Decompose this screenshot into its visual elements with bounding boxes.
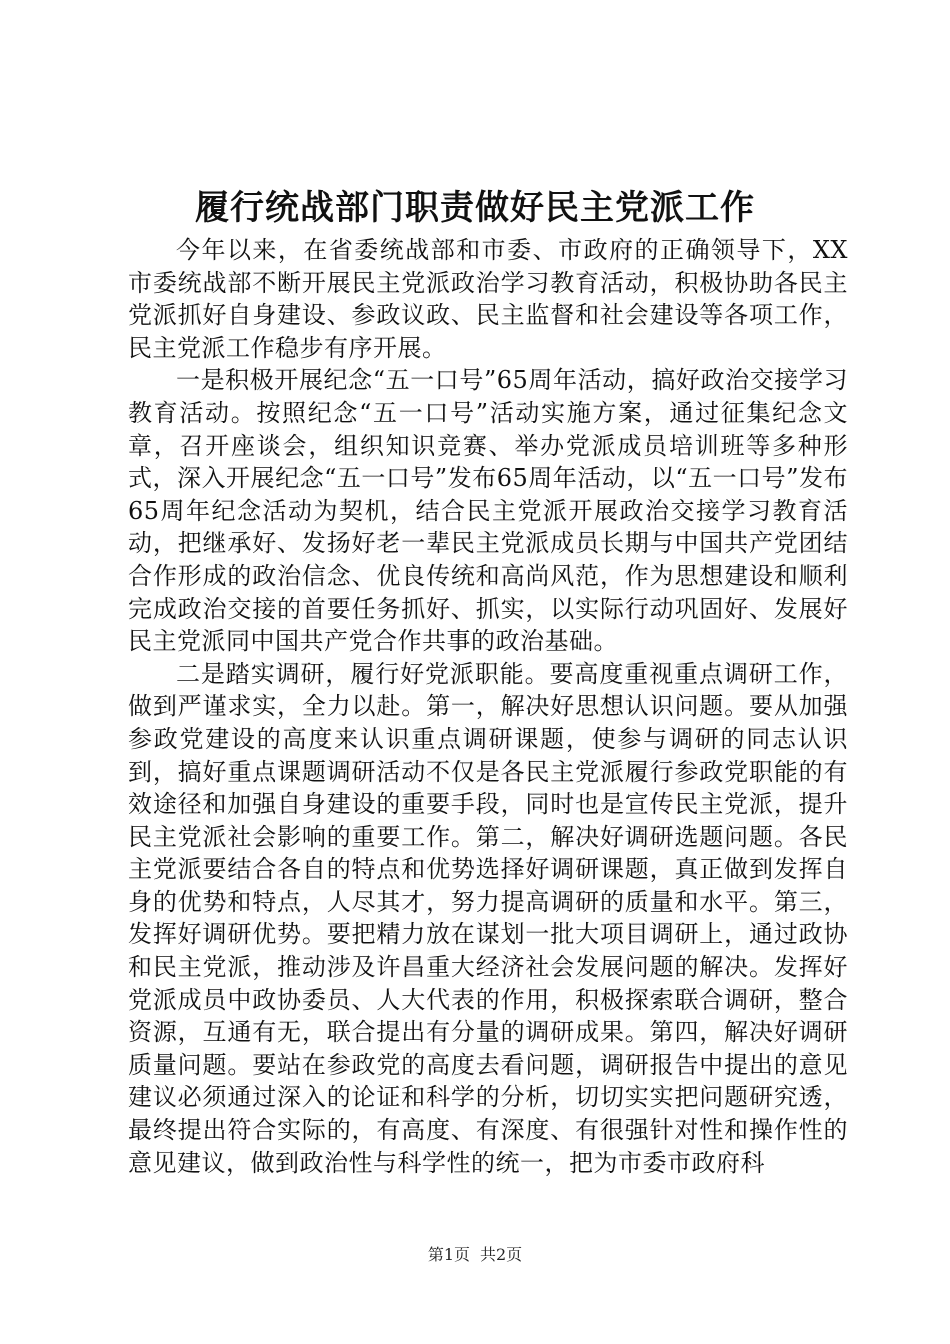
paragraph-point-two: 二是踏实调研，履行好党派职能。要高度重视重点调研工作，做到严谨求实，全力以赴。第一，解决好思想认识问题。要从加强参政党建设的高度来认识重点调研课题，使参与调研的同志认识到，搞好重点课题调研活动不仅是各民主党派履行参政党职能的有效途径和加强自身建设的重要手段，同时也是宣传民主党派，提升民主党派社会影响的重要工作。第二，解决好调研选题问题。各民主党派要结合各自的特点和优势选择好调研课题，真正做到发挥自身的优势和特点，人尽其才，努力提高调研的质量和水平。第三，发挥好调研优势。要把精力放在谋划一批大项目调研上，通过政协和民主党派，推动涉及许昌重大经济社会发展问题的解决。发挥好党派成员中政协委员、人大代表的作用，积极探索联合调研，整合资源，互通有无，联合提出有分量的调研成果。第四，解决好调研质量问题。要站在参政党的高度去看问题，调研报告中提出的意见建议必须通过深入的论证和科学的分析，切切实实把问题研究透，最终提出符合实际的，有高度、有深度、有很强针对性和操作性的意见建议，做到政治性与科学性的统一，把为市委市政府科 [128,659,848,1177]
page-footer [0,1245,950,1265]
page-total: 共2页 [480,1245,523,1264]
document-title: 履行统战部门职责做好民主党派工作 [195,188,755,228]
paragraph-point-one: 一是积极开展纪念“五一口号”65周年活动，搞好政治交接学习教育活动。按照纪念“五一口号”活动实施方案，通过征集纪念文章，召开座谈会，组织知识竞赛、举办党派成员培训班等多种形式，深入开展纪念“五一口号”发布65周年活动，以“五一口号”发布65周年纪念活动为契机，结合民主党派开展政治交接学习教育活动，把继承好、发扬好老一辈民主党派成员长期与中国共产党团结合作形成的政治信念、优良传统和高尚风范，作为思想建设和顺利完成政治交接的首要任务抓好、抓实，以实际行动巩固好、发展好民主党派同中国共产党合作共事的政治基础。 [128,366,848,656]
document-body [128,234,848,1179]
paragraph-intro: 今年以来，在省委统战部和市委、市政府的正确领导下，XX市委统战部不断开展民主党派政治学习教育活动，积极协助各民主党派抓好自身建设、参政议政、民主监督和社会建设等各项工作，民主党派工作稳步有序开展。 [128,236,848,362]
page-number: 第1页 [427,1245,470,1264]
